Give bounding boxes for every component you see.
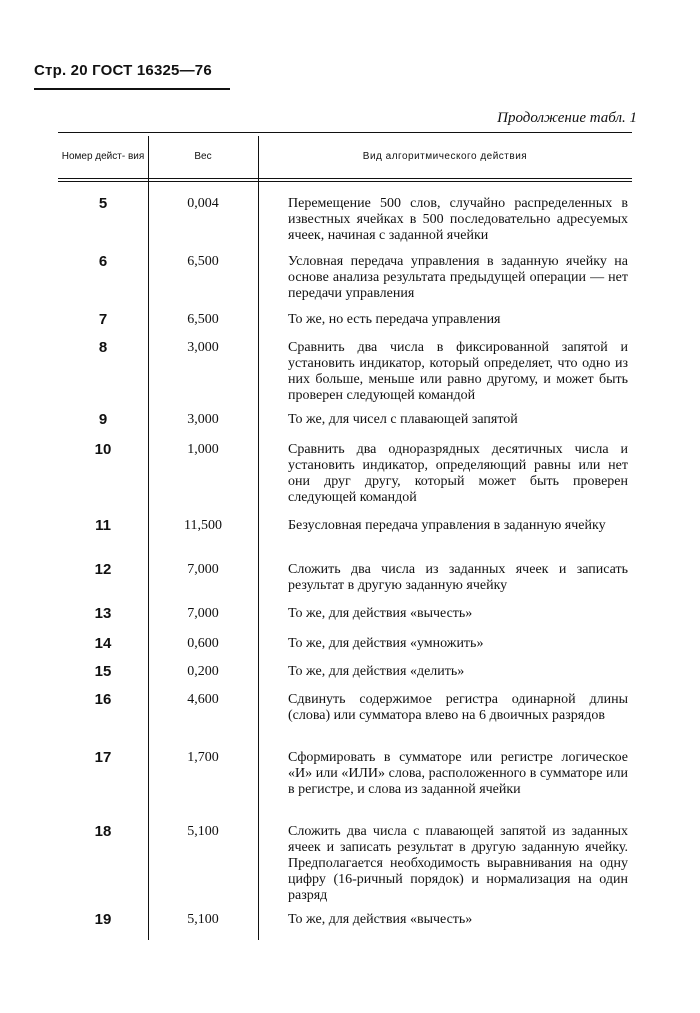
- action-weight: 11,500: [184, 518, 222, 533]
- column-header-number: Номер дейст- вия: [61, 150, 145, 162]
- action-weight: 1,700: [187, 750, 219, 765]
- action-weight: 1,000: [187, 442, 219, 457]
- action-description: То же, для действия «вычесть»: [288, 606, 473, 621]
- action-number: 10: [94, 441, 112, 458]
- action-description: Перемещение 500 слов, случайно распределенных в известных ячейках в 500 последовательно адресуемых ячеек, начиная с заданной ячейки: [288, 196, 628, 243]
- action-weight: 3,000: [187, 412, 219, 427]
- action-number: 18: [94, 823, 112, 840]
- action-weight: 7,000: [187, 606, 219, 621]
- action-description: Сложить два числа из заданных ячеек и записать результат в другую заданную ячейку: [288, 562, 628, 593]
- action-number: 7: [98, 311, 108, 328]
- action-description: Сформировать в сумматоре или регистре логическое «И» или «ИЛИ» слова, расположенного в сумматоре или в регистре, и слова из заданной ячейки: [288, 750, 628, 797]
- table-continuation-label: Продолжение табл. 1: [497, 110, 637, 126]
- action-number: 15: [94, 663, 112, 680]
- action-description: То же, но есть передача управления: [288, 312, 501, 327]
- action-weight: 6,500: [187, 254, 219, 269]
- action-number: 13: [94, 605, 112, 622]
- table-top-rule: [58, 132, 632, 133]
- action-number: 6: [98, 253, 108, 270]
- action-description: То же, для действия «вычесть»: [288, 912, 473, 927]
- action-description: То же, для чисел с плавающей запятой: [288, 412, 518, 427]
- column-divider: [258, 136, 259, 940]
- action-weight: 5,100: [187, 912, 219, 927]
- action-number: 12: [94, 561, 112, 578]
- header-rule: [58, 178, 632, 179]
- action-weight: 0,600: [187, 636, 219, 651]
- action-number: 8: [98, 339, 108, 356]
- action-weight: 0,004: [187, 196, 219, 211]
- action-description: То же, для действия «умножить»: [288, 636, 484, 651]
- action-description: То же, для действия «делить»: [288, 664, 465, 679]
- action-weight: 5,100: [187, 824, 219, 839]
- action-number: 11: [95, 517, 111, 534]
- algorithm-weights-table: [58, 132, 632, 940]
- action-number: 14: [94, 635, 112, 652]
- page-header: Стр. 20 ГОСТ 16325—76: [34, 62, 212, 79]
- action-description: Сложить два числа с плавающей запятой из заданных ячеек и записать результат в другую заданную ячейку. Предполагается необходимость выравнивания на одну цифру (16-ричный порядок) и нормализация на один разряд: [288, 824, 628, 903]
- action-weight: 6,500: [187, 312, 219, 327]
- action-description: Сравнить два числа в фиксированной запятой и установить индикатор, который определяет, что одно из них больше, меньше или равно другому, и может быть проверен следующей командой: [288, 340, 628, 403]
- action-weight: 0,200: [187, 664, 219, 679]
- column-header-action: Вид алгоритмического действия: [362, 150, 528, 162]
- action-weight: 7,000: [187, 562, 219, 577]
- action-description: Условная передача управления в заданную ячейку на основе анализа результата предыдущей операции — нет передачи управления: [288, 254, 628, 301]
- header-rule: [34, 88, 230, 90]
- action-number: 16: [94, 691, 112, 708]
- action-number: 9: [98, 411, 108, 428]
- action-description: Сдвинуть содержимое регистра одинарной длины (слова) или сумматора влево на 6 двоичных разрядов: [288, 692, 628, 723]
- action-number: 17: [94, 749, 112, 766]
- action-number: 5: [98, 195, 108, 212]
- column-header-weight: Вес: [194, 150, 212, 162]
- action-weight: 4,600: [187, 692, 219, 707]
- action-description: Сравнить два одноразрядных десятичных числа и установить индикатор, определяющий равны или нет они друг другу, который может быть проверен следующей командой: [288, 442, 628, 505]
- header-rule: [58, 181, 632, 182]
- action-number: 19: [94, 911, 112, 928]
- action-weight: 3,000: [187, 340, 219, 355]
- action-description: Безусловная передача управления в заданную ячейку: [288, 518, 606, 533]
